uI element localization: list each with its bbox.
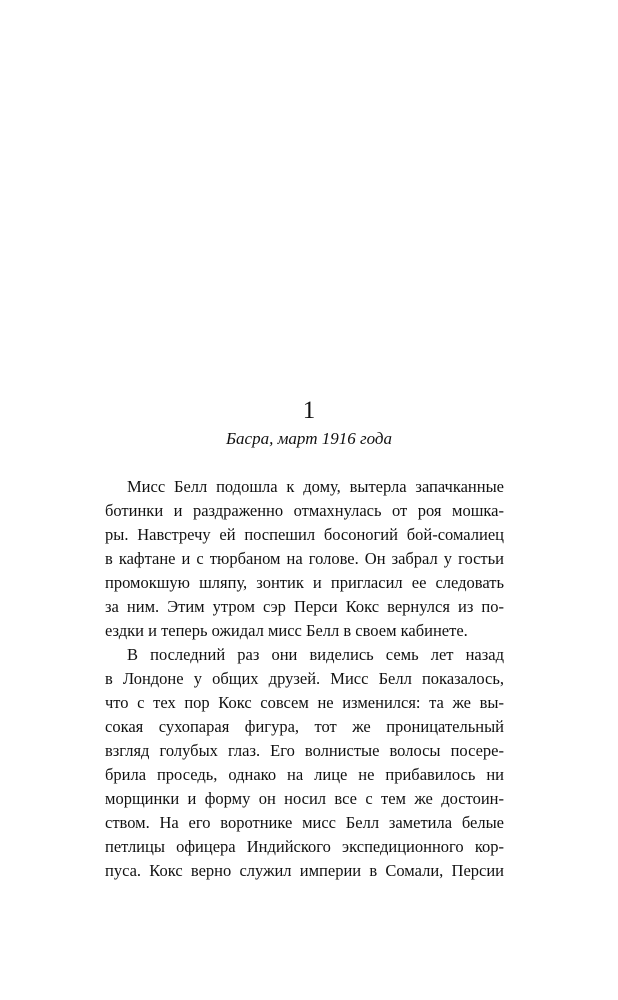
text-line: ездки и теперь ожидал мисс Белл в своем кабинете.	[105, 621, 468, 640]
text-line: промокшую шляпу, зонтик и пригласил ее следовать	[105, 573, 504, 592]
text-line: Мисс Белл подошла к дому, вытерла запачканные	[127, 477, 504, 496]
chapter-subtitle: Басра, март 1916 года	[226, 429, 392, 448]
text-line: ры. Навстречу ей поспешил босоногий бой-сомалиец	[105, 525, 504, 544]
text-line: морщинки и форму он носил все с тем же достоин-	[105, 789, 504, 808]
text-line: петлицы офицера Индийского экспедиционного кор-	[105, 837, 504, 856]
text-line: в кафтане и с тюрбаном на голове. Он забрал у гостьи	[105, 549, 504, 568]
text-line: ством. На его воротнике мисс Белл заметила белые	[105, 813, 504, 832]
text-line: за ним. Этим утром сэр Перси Кокс вернулся из по-	[105, 597, 504, 616]
text-line: взгляд голубых глаз. Его волнистые волосы посере-	[105, 741, 504, 760]
chapter-number: 1	[302, 397, 316, 424]
text-line: что с тех пор Кокс совсем не изменился: та же вы-	[105, 693, 504, 712]
text-line: в Лондоне у общих друзей. Мисс Белл показалось,	[105, 669, 504, 688]
text-line: ботинки и раздраженно отмахнулась от роя мошка-	[105, 501, 504, 520]
text-line: пуса. Кокс верно служил империи в Сомали, Персии	[105, 861, 504, 880]
body-text	[105, 475, 504, 883]
text-line: брила проседь, однако на лице не прибавилось ни	[105, 765, 504, 784]
text-line: В последний раз они виделись семь лет назад	[127, 645, 504, 664]
text-line: сокая сухопарая фигура, тот же проницательный	[105, 717, 504, 736]
